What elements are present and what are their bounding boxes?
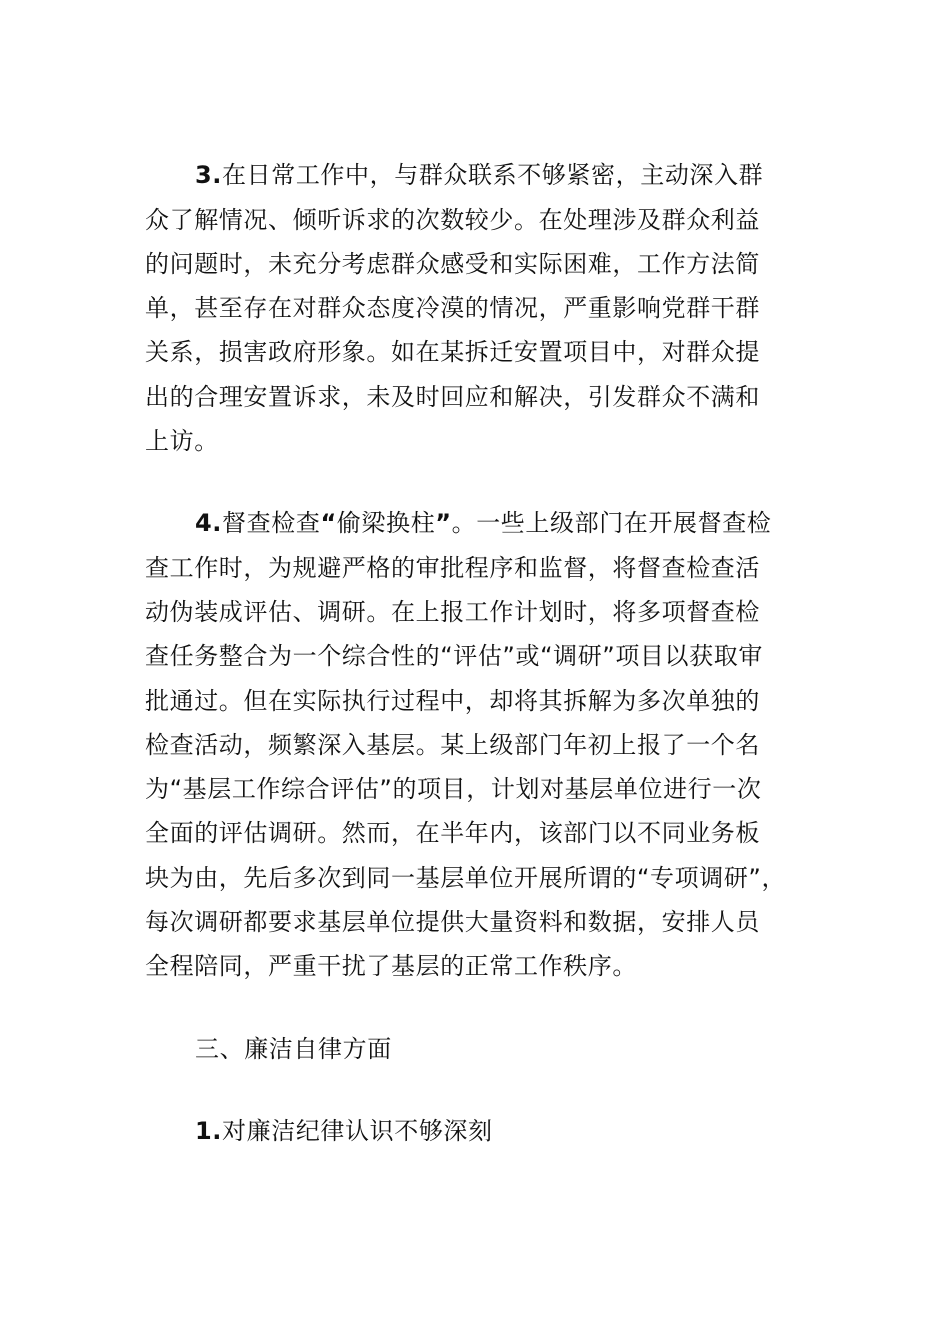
paragraph-4-line-1 [195, 508, 771, 538]
paragraph-3-line-1 [195, 160, 763, 190]
subheading [195, 1116, 493, 1146]
paragraph-4-line-2: 查工作时，为规避严格的审批程序和监督，将督查检查活 [145, 554, 760, 582]
item-number: 4. [195, 509, 223, 537]
paragraph-4-line-6: 检查活动，频繁深入基层。某上级部门年初上报了一个名 [145, 731, 760, 759]
paragraph-4-line-3: 动伪装成评估、调研。在上报工作计划时，将多项督查检 [145, 598, 760, 626]
paragraph-4-line-4: 查任务整合为一个综合性的“评估”或“调研”项目以获取审 [145, 642, 763, 670]
item-number: 3. [195, 161, 223, 189]
paragraph-4-line-9: 块为由，先后多次到同一基层单位开展所谓的“专项调研”， [145, 864, 787, 892]
paragraph-text: 。一些上级部门在开展督查检 [451, 509, 772, 537]
paragraph-3-line-3: 的问题时，未充分考虑群众感受和实际困难，工作方法简 [145, 250, 760, 278]
subheading-text: 对廉洁纪律认识不够深刻 [222, 1117, 493, 1145]
paragraph-4-line-7: 为“基层工作综合评估”的项目，计划对基层单位进行一次 [145, 775, 762, 803]
paragraph-text: 在日常工作中，与群众联系不够紧密，主动深入群 [222, 161, 764, 189]
section-heading: 三、廉洁自律方面 [195, 1035, 392, 1063]
quote-close: ” [435, 509, 452, 537]
paragraph-3-line-7: 上访。 [145, 427, 219, 455]
item-title-quoted: 偷梁换柱 [336, 509, 436, 537]
paragraph-4-line-5: 批通过。但在实际执行过程中，却将其拆解为多次单独的 [145, 687, 760, 715]
paragraph-3-line-5: 关系，损害政府形象。如在某拆迁安置项目中，对群众提 [145, 338, 760, 366]
paragraph-4-line-11: 全程陪同，严重干扰了基层的正常工作秩序。 [145, 952, 637, 980]
paragraph-3-line-4: 单，甚至存在对群众态度冷漠的情况，严重影响党群干群 [145, 294, 760, 322]
item-title: 督查检查 [222, 509, 321, 537]
paragraph-4-line-10: 每次调研都要求基层单位提供大量资料和数据，安排人员 [145, 908, 760, 936]
quote-open: “ [320, 509, 337, 537]
paragraph-4-line-8: 全面的评估调研。然而，在半年内，该部门以不同业务板 [145, 819, 760, 847]
paragraph-3-line-2: 众了解情况、倾听诉求的次数较少。在处理涉及群众利益 [145, 206, 760, 234]
item-number: 1. [195, 1117, 223, 1145]
paragraph-3-line-6: 出的合理安置诉求，未及时回应和解决，引发群众不满和 [145, 383, 760, 411]
